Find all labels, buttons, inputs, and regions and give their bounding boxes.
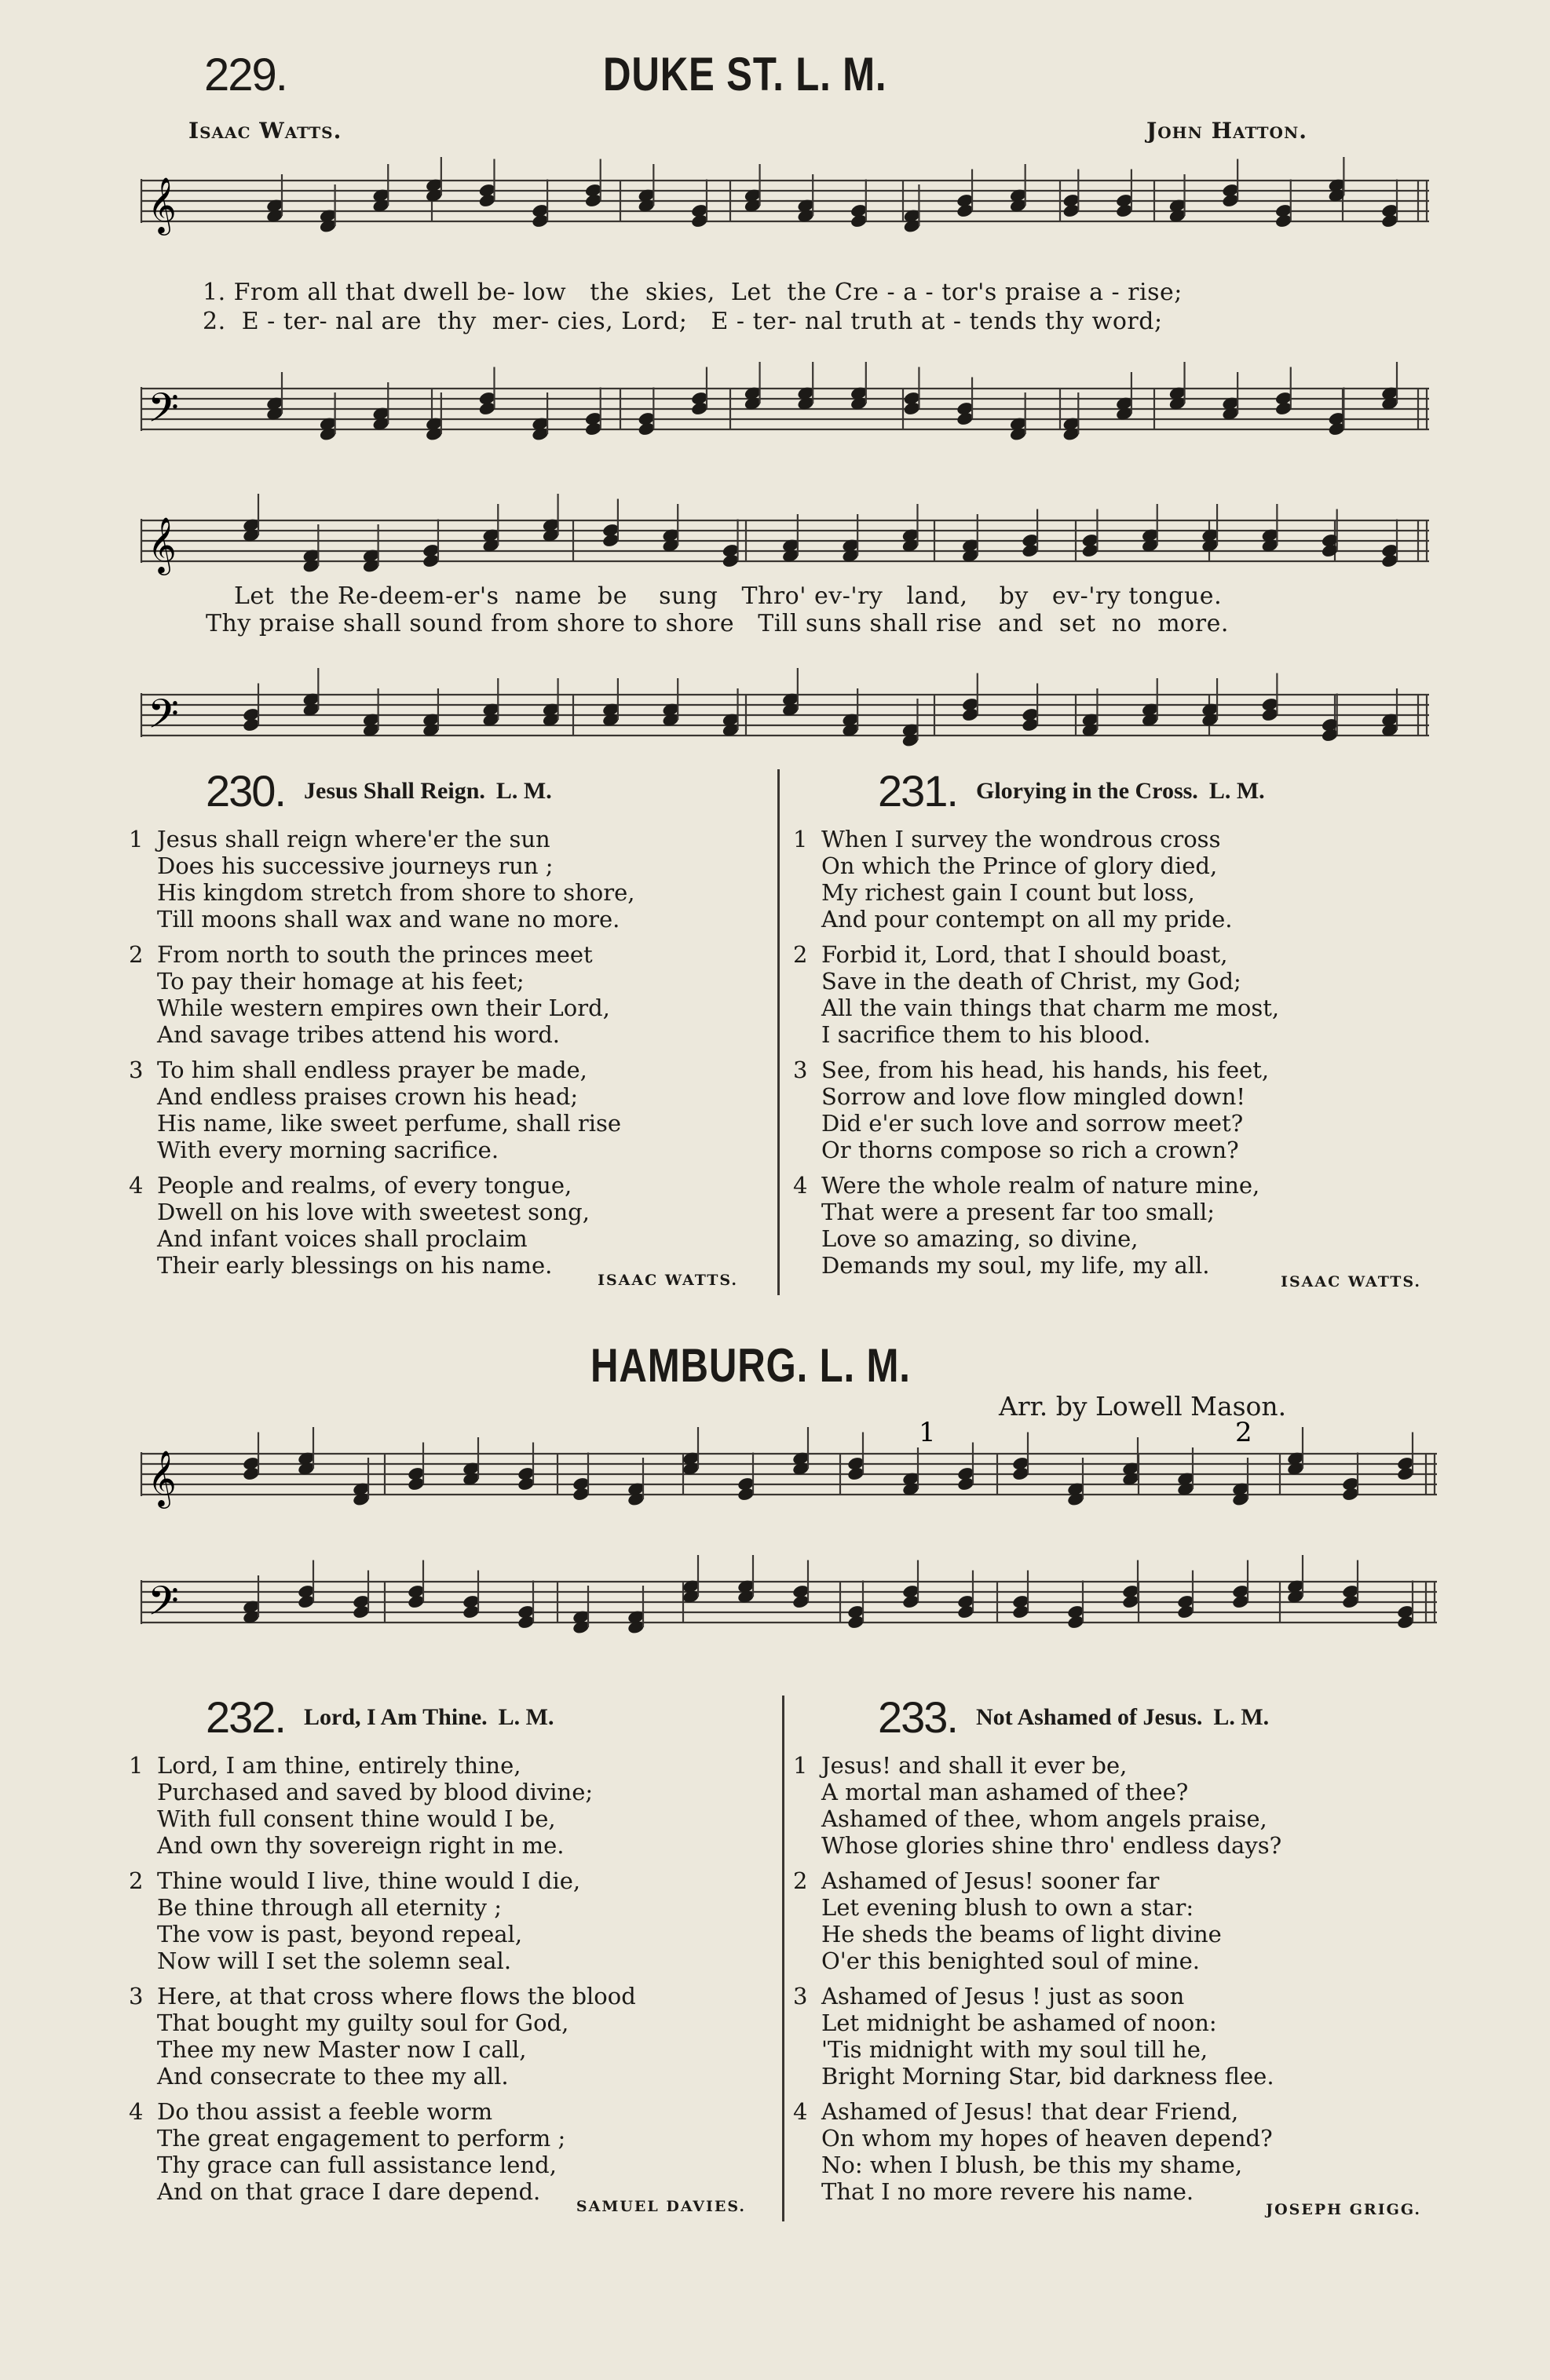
verse-text: To him shall endless prayer be made, [157, 1057, 587, 1083]
verse [793, 941, 1279, 1048]
verse [793, 1752, 1281, 1859]
hymn-232-verses [129, 1752, 636, 2214]
hymn-233-header [878, 1692, 1269, 1743]
verse-text: O'er this benighted soul of mine. [821, 1947, 1200, 1974]
verse-line [129, 995, 634, 1021]
verse-text: His name, like sweet perfume, shall rise [157, 1110, 622, 1137]
verse-line [793, 2036, 1281, 2063]
verse-text: That bought my guilty soul for God, [157, 2009, 569, 2036]
verse-text: Do thou assist a feeble worm [157, 2098, 493, 2125]
verse-number: 1 [793, 1752, 808, 1779]
verse-number: 1 [129, 1752, 144, 1779]
verse-text: Love so amazing, so divine, [821, 1225, 1139, 1252]
hymn-number: 232. [206, 1692, 285, 1742]
hymn-230-header [206, 765, 552, 816]
tune-title-hamburg: HAMBURG. L. M. [590, 1339, 911, 1392]
verse [129, 2098, 636, 2205]
verse-text: Thine would I live, thine would I die, [157, 1867, 581, 1894]
verse-number: 3 [793, 1057, 808, 1083]
ending-1-label: 1 [919, 1417, 936, 1448]
score-hamburg [133, 1413, 1445, 1664]
verse-text: From north to south the princes meet [157, 941, 593, 968]
music-staff [141, 157, 1429, 235]
lyric-verse-1-line-1: 1. From all that dwell be- low the skies, Let the Cre - a - tor's praise a - rise; [203, 279, 1183, 306]
verse-line [793, 1894, 1281, 1921]
verse-line [793, 1137, 1279, 1163]
verse [793, 1983, 1281, 2090]
lyric-verse-1-line-2: Let the Re-deem-er's name be sung Thro' ev-'ry land, by ev-'ry tongue. [234, 582, 1223, 610]
verse-number: 4 [793, 2098, 808, 2125]
verse-text: Whose glories shine thro' endless days? [821, 1832, 1282, 1859]
music-staff [141, 1555, 1437, 1635]
verse [129, 1867, 636, 1974]
verse-text: My richest gain I count but loss, [821, 879, 1195, 906]
verse-text: Ashamed of Jesus ! just as soon [821, 1983, 1185, 2009]
verse-line [793, 1225, 1279, 1252]
verse-text: To pay their homage at his feet; [157, 968, 525, 995]
verse-text: And infant voices shall proclaim [157, 1225, 528, 1252]
verse-text: I sacrifice them to his blood. [821, 1021, 1151, 1048]
verse-line [793, 2009, 1281, 2036]
verse-number: 2 [129, 941, 144, 968]
hymn-232-author: SAMUEL DAVIES. [576, 2198, 746, 2215]
verse-text: Now will I set the solemn seal. [157, 1947, 512, 1974]
verse-text: Demands my soul, my life, my all. [821, 1252, 1210, 1279]
verse-line [793, 1983, 1281, 2009]
verse [129, 1983, 636, 2090]
bass-clef: 𝄢 [148, 690, 179, 747]
verse [793, 1057, 1279, 1163]
verse-line [793, 2063, 1281, 2090]
verse-line [129, 968, 634, 995]
hymn-title: Jesus Shall Reign. [304, 777, 485, 804]
verse-line [793, 1805, 1281, 1832]
verse-line [129, 2009, 636, 2036]
verse-line [129, 906, 634, 933]
hymn-number: 230. [206, 766, 285, 816]
verse-text: Did e'er such love and sorrow meet? [821, 1110, 1244, 1137]
treble-clef: 𝄞 [148, 516, 177, 573]
verse [793, 1172, 1279, 1279]
verse-text: That were a present far too small; [821, 1199, 1215, 1225]
verse-text: And own thy sovereign right in me. [157, 1832, 565, 1859]
hymn-233-author: JOSEPH GRIGG. [1266, 2201, 1421, 2218]
verse-text: Here, at that cross where flows the blood [157, 1983, 636, 2009]
hamburg-arranger: Arr. by Lowell Mason. [999, 1391, 1287, 1422]
verse-text: Till moons shall wax and wane no more. [157, 906, 620, 933]
verse-text: Thy grace can full assistance lend, [157, 2152, 557, 2178]
verse-line [129, 1921, 636, 1947]
verse-line [129, 1947, 636, 1974]
music-author: John Hatton. [1146, 118, 1307, 144]
hymn-meter: L. M. [495, 777, 552, 804]
verse-line [793, 852, 1279, 879]
verse-line [793, 968, 1279, 995]
verse-line [129, 1225, 634, 1252]
verse-line [793, 879, 1279, 906]
verse-text: Thee my new Master now I call, [157, 2036, 527, 2063]
verse-line [129, 1805, 636, 1832]
verse-number: 4 [129, 2098, 144, 2125]
verse-text: Let evening blush to own a star: [821, 1894, 1194, 1921]
hymn-231-author: ISAAC WATTS. [1281, 1273, 1421, 1290]
verse-line [129, 1110, 634, 1137]
verse-text: Ashamed of Jesus! sooner far [821, 1867, 1160, 1894]
verse-line [793, 1947, 1281, 1974]
verse [129, 826, 634, 933]
verse-line [129, 852, 634, 879]
ending-2-label: 2 [1235, 1417, 1252, 1448]
verse-line [129, 1083, 634, 1110]
verse-text: On which the Prince of glory died, [821, 852, 1218, 879]
verse-number: 1 [793, 826, 808, 852]
verse [129, 1057, 634, 1163]
verse-line [793, 1752, 1281, 1779]
verse-text: Be thine through all eternity ; [157, 1894, 503, 1921]
verse [793, 826, 1279, 933]
verse-line [793, 1057, 1279, 1083]
verse-line [793, 1832, 1281, 1859]
verse-line [793, 1110, 1279, 1137]
verse-line [129, 1172, 634, 1199]
verse-text: People and realms, of every tongue, [157, 1172, 572, 1199]
verse-text: And pour contempt on all my pride. [821, 906, 1233, 933]
verse-number: 3 [129, 1983, 144, 2009]
verse-line [129, 1867, 636, 1894]
verse-text: And on that grace I dare depend. [157, 2178, 541, 2205]
verse-line [793, 2098, 1281, 2125]
treble-clef: 𝄞 [148, 176, 177, 233]
verse-text: Were the whole realm of nature mine, [821, 1172, 1260, 1199]
verse-text: Forbid it, Lord, that I should boast, [821, 941, 1228, 968]
verse-line [793, 826, 1279, 852]
verse-text: He sheds the beams of light divine [821, 1921, 1222, 1947]
hymn-231-verses [793, 826, 1279, 1287]
verse-text: Does his successive journeys run ; [157, 852, 554, 879]
verse-line [129, 1832, 636, 1859]
verse-line [793, 1021, 1279, 1048]
verse-line [793, 2125, 1281, 2152]
verse-number: 2 [793, 941, 808, 968]
verse-text: Ashamed of Jesus! that dear Friend, [821, 2098, 1239, 2125]
verse-text: And endless praises crown his head; [157, 1083, 579, 1110]
verse-text: With full consent thine would I be, [157, 1805, 556, 1832]
score-duke-st-system-1 [133, 157, 1437, 455]
hymn-number: 233. [878, 1692, 957, 1742]
hymn-title: Glorying in the Cross. [976, 777, 1198, 804]
verse-number: 2 [793, 1867, 808, 1894]
music-staff [141, 362, 1429, 442]
hymn-230-verses [129, 826, 634, 1287]
verse-text: See, from his head, his hands, his feet, [821, 1057, 1270, 1083]
bass-clef: 𝄢 [148, 384, 179, 441]
verse-text: When I survey the wondrous cross [821, 826, 1221, 852]
words-author: Isaac Watts. [188, 118, 342, 144]
verse-text: Bright Morning Star, bid darkness flee. [821, 2063, 1274, 2090]
verse-number: 2 [129, 1867, 144, 1894]
hymn-meter: L. M. [498, 1703, 554, 1730]
verse-text: Sorrow and love flow mingled down! [821, 1083, 1246, 1110]
bass-clef: 𝄢 [148, 1577, 179, 1634]
verse-line [129, 1057, 634, 1083]
verse-text: The vow is past, beyond repeal, [157, 1921, 523, 1947]
verse-line [129, 941, 634, 968]
verse-text: Lord, I am thine, entirely thine, [157, 1752, 521, 1779]
verse-text: A mortal man ashamed of thee? [821, 1779, 1189, 1805]
lyric-verse-2-line-2: Thy praise shall sound from shore to shore Till suns shall rise and set no more. [206, 610, 1229, 637]
verse-line [129, 1752, 636, 1779]
verse-text: Ashamed of thee, whom angels praise, [821, 1805, 1267, 1832]
hymn-230-author: ISAAC WATTS. [598, 1272, 738, 1289]
verse-text: Jesus shall reign where'er the sun [157, 826, 550, 852]
verse-text: Their early blessings on his name. [157, 1252, 553, 1279]
hymn-title: Not Ashamed of Jesus. [976, 1703, 1203, 1730]
music-staff [141, 494, 1429, 575]
verse-line [129, 1199, 634, 1225]
verse [793, 2098, 1281, 2205]
verse-text: And savage tribes attend his word. [157, 1021, 561, 1048]
verse-number: 4 [793, 1172, 808, 1199]
verse-line [129, 826, 634, 852]
verse-text: No: when I blush, be this my shame, [821, 2152, 1243, 2178]
verse-text: 'Tis midnight with my soul till he, [821, 2036, 1208, 2063]
hymn-233-verses [793, 1752, 1281, 2214]
verse-line [129, 879, 634, 906]
verse-line [129, 1983, 636, 2009]
verse [129, 941, 634, 1048]
verse-text: Or thorns compose so rich a crown? [821, 1137, 1239, 1163]
hymn-231-header [878, 765, 1265, 816]
verse-line [793, 995, 1279, 1021]
verse [793, 1867, 1281, 1974]
verse-line [793, 941, 1279, 968]
verse-number: 3 [793, 1983, 808, 2009]
verse-line [793, 906, 1279, 933]
verse-text: That I no more revere his name. [821, 2178, 1194, 2205]
hymn-meter: L. M. [1208, 777, 1265, 804]
verse-line [129, 2098, 636, 2125]
music-staff [141, 668, 1429, 748]
treble-clef: 𝄞 [148, 1449, 177, 1506]
verse-number: 4 [129, 1172, 144, 1199]
column-divider [782, 1696, 784, 2221]
verse-line [129, 2152, 636, 2178]
verse-line [129, 1137, 634, 1163]
verse-text: Let midnight be ashamed of noon: [821, 2009, 1217, 2036]
verse-text: Dwell on his love with sweetest song, [157, 1199, 590, 1225]
verse-text: The great engagement to perform ; [157, 2125, 566, 2152]
hymn-title: Lord, I Am Thine. [304, 1703, 488, 1730]
page-number: 229. [204, 49, 287, 100]
verse-text: All the vain things that charm me most, [821, 995, 1280, 1021]
verse-line [793, 2152, 1281, 2178]
verse-text: His kingdom stretch from shore to shore, [157, 879, 635, 906]
verse-text: Purchased and saved by blood divine; [157, 1779, 594, 1805]
verse-line [129, 2125, 636, 2152]
verse-text: Jesus! and shall it ever be, [821, 1752, 1128, 1779]
verse-line [793, 1867, 1281, 1894]
verse-number: 1 [129, 826, 144, 852]
verse-line [129, 2063, 636, 2090]
verse-text: While western empires own their Lord, [157, 995, 610, 1021]
verse-line [793, 1172, 1279, 1199]
verse [129, 1172, 634, 1279]
verse-text: On whom my hopes of heaven depend? [821, 2125, 1273, 2152]
hymn-number: 231. [878, 766, 957, 816]
tune-title-duke-st: DUKE ST. L. M. [603, 48, 887, 100]
verse-text: With every morning sacrifice. [157, 1137, 499, 1163]
column-divider [777, 769, 780, 1295]
verse-line [129, 2036, 636, 2063]
verse-line [129, 1894, 636, 1921]
verse-line [129, 1021, 634, 1048]
hymn-232-header [206, 1692, 554, 1743]
verse-text: And consecrate to thee my all. [157, 2063, 509, 2090]
verse-text: Save in the death of Christ, my God; [821, 968, 1241, 995]
hymn-meter: L. M. [1213, 1703, 1270, 1730]
verse-line [793, 1199, 1279, 1225]
verse-line [793, 1083, 1279, 1110]
verse-line [129, 1779, 636, 1805]
lyric-verse-2-line-1: 2. E - ter- nal are thy mer- cies, Lord; E - ter- nal truth at - tends thy word; [203, 308, 1163, 335]
verse-line [793, 1779, 1281, 1805]
verse-number: 3 [129, 1057, 144, 1083]
verse-line [793, 1921, 1281, 1947]
verse [129, 1752, 636, 1859]
